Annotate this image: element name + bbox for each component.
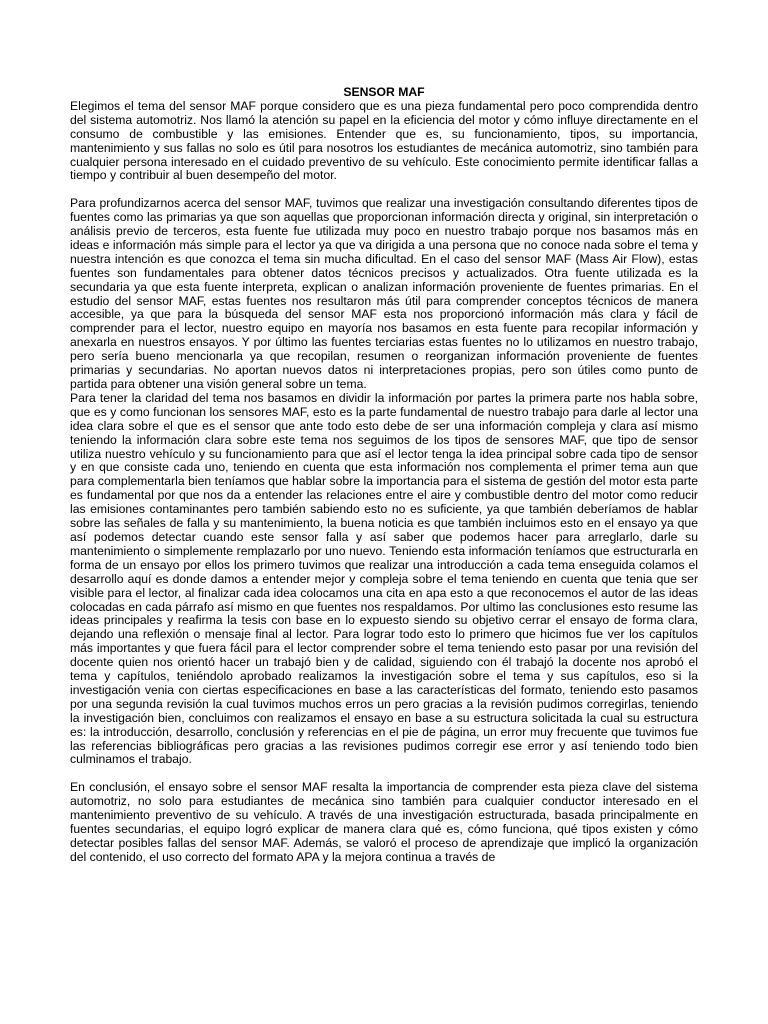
document-page (70, 86, 698, 865)
document-title: SENSOR MAF (343, 85, 425, 99)
paragraph-conclusion: En conclusión, el ensayo sobre el sensor MAF resalta la importancia de comprender esta pieza clave del sistema automotriz, no solo para estudiantes de mecánica sino también para cualquier conductor interesado en el mantenimiento preventivo de su vehículo. A través de una investigación estructurada, basada principalmente en fuentes secundarias, el equipo logró explicar de manera clara qué es, cómo funciona, qué tipos existen y cómo detectar posibles fallas del sensor MAF. Además, se valoró el proceso de aprendizaje que implicó la organización del contenido, el uso correcto del formato APA y la mejora continua a través de (70, 780, 698, 864)
paragraph-structure: Para tener la claridad del tema nos basamos en dividir la información por partes la primera parte nos habla sobre, que es y como funcionan los sensores MAF, esto es la parte fundamental de nuestro trabajo para darle al lector una idea clara sobre el que es el sensor que ante todo esto debe de ser una información compleja y clara así mismo teniendo la información clara sobre este tema nos seguimos de los tipos de sensores MAF, que tipo de sensor utiliza nuestro vehículo y su funcionamiento para que así el lector tenga la idea principal sobre cada tipo de sensor y en que consiste cada uno, teniendo en cuenta que esta información nos complementa el primer tema aun que para complementarla bien teníamos que hablar sobre la importancia para el sistema de gestión del motor esta parte es fundamental por que nos da a entender las relaciones entre el aire y combustible dentro del motor como reducir las emisiones contaminantes pero también sabiendo esto no es suficiente, ya que también deberíamos de hablar sobre las señales de falla y su mantenimiento, la buena noticia es que también incluimos esto en el ensayo ya que así podemos detectar cuando este sensor falla y así saber que podemos hacer para arreglarlo, darle su mantenimiento o simplemente remplazarlo por uno nuevo. Teniendo esta información teníamos que estructurarla en forma de un ensayo por ellos los primero tuvimos que realizar una introducción a cada tema enseguida colamos el desarrollo aquí es donde damos a entender mejor y compleja sobre el tema teniendo en cuenta que tenia que ser visible para el lector, al finalizar cada idea colocamos una cita en apa esto a que reconocemos el autor de las ideas colocadas en cada párrafo así mismo en que fuentes nos respaldamos. Por ultimo las conclusiones esto resume las ideas principales y reafirma la tesis con base en lo expuesto siendo su objetivo cerrar el ensayo de forma clara, dejando una reflexión o mensaje final al lector. Para lograr todo esto lo primero que hicimos fue ver los capítulos más importantes y que fuera fácil para el lector comprender sobre el tema teniendo esto pasar por una revisión del docente quien nos orientó hacer un trabajó bien y de calidad, siguiendo con él trabajó la docente nos aprobó el tema y capítulos, teniéndolo aprobado realizamos la investigación sobre el tema y sus capítulos, eso si la investigación venia con ciertas especificaciones en base a las características del formato, teniendo esto pasamos por una segunda revisión la cual tuvimos muchos erros un pero gracias a la revisión pudimos corregirlas, teniendo la investigación bien, concluimos con realizamos el ensayo en base a su estructura solicitada la cual su estructura es: la introducción, desarrollo, conclusión y referencias en el pie de página, un error muy frecuente que tuvimos fue las referencias bibliográficas pero gracias a las revisiones pudimos corregir ese error y así teniendo todo bien culminamos el trabajo. (70, 390, 698, 767)
paragraph-sources: Para profundizarnos acerca del sensor MAF, tuvimos que realizar una investigación consultando diferentes tipos de fuentes como las primarias ya que son aquellas que proporcionan información directa y original, sin interpretación o análisis previo de terceros, esta fuente fue utilizada muy poco en nuestro trabajo porque nos basamos más en ideas e información más simple para el lector ya que va dirigida a una persona que no conoce nada sobre el tema y nuestra intención es que conozca el tema sin mucha dificultad. En el caso del sensor MAF (Mass Air Flow), estas fuentes son fundamentales para obtener datos técnicos precisos y actualizados. Otra fuente utilizada es la secundaria ya que esta fuente interpreta, explican o analizan información proveniente de fuentes primarias. En el estudio del sensor MAF, estas fuentes nos resultaron más útil para comprender conceptos técnicos de manera accesible, ya que para la búsqueda del sensor MAF esta nos proporcionó información más clara y fácil de comprender para el lector, nuestro equipo en mayoría nos basamos en esta fuente para recopilar información y anexarla en nuestros ensayos. Y por último las fuentes terciarias estas fuentes no lo utilizamos en nuestro trabajo, pero sería bueno mencionarla ya que recopilan, resumen o reorganizan información proveniente de fuentes primarias y secundarias. No aportan nuevos datos ni interpretaciones propias, pero son útiles como punto de partida para obtener una visión general sobre un tema. (70, 196, 698, 392)
paragraph-gap (70, 183, 698, 197)
paragraph-introduction: Elegimos el tema del sensor MAF porque considero que es una pieza fundamental pero poco comprendida dentro del sistema automotriz. Nos llamó la atención su papel en la eficiencia del motor y cómo influye directamente en el consumo de combustible y las emisiones. Entender que es, su funcionamiento, tipos, su importancia, mantenimiento y sus fallas no solo es útil para nosotros los estudiantes de mecánica automotriz, sino también para cualquier persona interesado en el cuidado preventivo de su vehículo. Este conocimiento permite identificar fallas a tiempo y contribuir al buen desempeño del motor. (70, 98, 698, 183)
paragraph-gap (70, 767, 698, 781)
